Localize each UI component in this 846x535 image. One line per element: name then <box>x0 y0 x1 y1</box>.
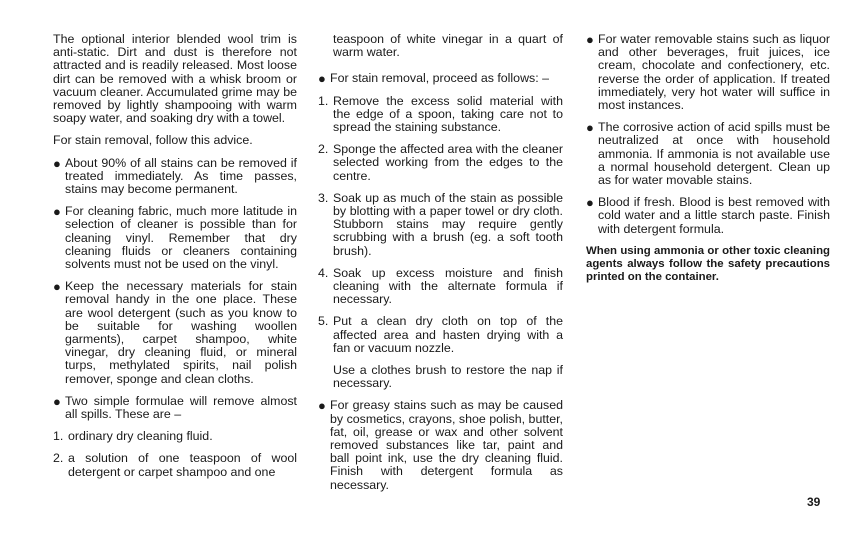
formula-number: 1. <box>53 429 64 444</box>
formula-continued: teaspoon of white vinegar in a quart of warm water. <box>333 32 563 60</box>
list-item <box>586 33 830 112</box>
list-item <box>53 157 297 197</box>
list-item <box>318 399 563 491</box>
bullet-icon: ● <box>318 71 326 87</box>
list-item <box>53 205 297 271</box>
formula-item <box>53 452 297 478</box>
list-item <box>318 72 563 85</box>
bullet-icon: ● <box>53 204 61 220</box>
list-item-text: For water removable stains such as liquor and other beverages, fruit juices, ice cream, chocolate and confectionery, etc. reverse the order of application. If treated immediately, very hot water will suffice in most instances. <box>598 32 830 113</box>
formula-number: 2. <box>53 451 64 466</box>
bullet-icon: ● <box>318 398 326 414</box>
formula-item <box>53 430 297 443</box>
step-item <box>318 95 563 135</box>
bullet-icon: ● <box>53 155 61 171</box>
list-item <box>53 280 297 386</box>
step-text: Put a clean dry cloth on top of the affected area and hasten drying with a fan or vacuum nozzle. <box>333 314 563 355</box>
bullet-icon: ● <box>53 279 61 295</box>
bullet-icon: ● <box>586 120 594 136</box>
brush-note: Use a clothes brush to restore the nap if necessary. <box>333 363 563 391</box>
bullet-icon: ● <box>586 32 594 47</box>
list-item <box>586 121 830 187</box>
list-item <box>53 395 297 421</box>
step-text: Soak up as much of the stain as possible by blotting with a paper towel or dry cloth. Stubborn stains may require gently scrubbing with a brush (eg. a soft tooth brush). <box>333 190 563 258</box>
step-number: 2. <box>318 142 329 157</box>
list-item-text: The corrosive action of acid spills must be neutralized at once with household ammonia. If ammonia is not available use a normal household detergent. Clean up as for water movable stains. <box>598 120 830 188</box>
step-number: 4. <box>318 265 329 280</box>
list-item <box>586 196 830 236</box>
stain-advice-lead: For stain removal, follow this advice. <box>53 133 253 148</box>
column-1 <box>53 33 297 488</box>
bullet-icon: ● <box>586 195 594 211</box>
column-3 <box>586 33 830 284</box>
step-text: Remove the excess solid material with the edge of a spoon, taking care not to spread the staining substance. <box>333 93 563 135</box>
list-item-text: About 90% of all stains can be removed if treated immediately. As time passes, stains may become permanent. <box>65 155 297 197</box>
step-item <box>318 315 563 355</box>
wool-trim-paragraph: The optional interior blended wool trim is anti-static. Dirt and dust is therefore not attracted and is readily released. Most loose dirt can be removed with a whisk broom or vacuum cleaner. Accumulated grime may be removed by lightly shampooing with warm soapy water, and soaking dry with a towel. <box>53 32 297 126</box>
step-item <box>318 192 563 258</box>
step-number: 3. <box>318 190 329 205</box>
step-text: Sponge the affected area with the cleaner selected working from the edges to the centre. <box>333 142 563 183</box>
column-2 <box>318 33 563 501</box>
formula-text: a solution of one teaspoon of wool detergent or carpet shampoo and one <box>68 451 297 479</box>
step-item <box>318 143 563 183</box>
step-item <box>318 267 563 307</box>
page-number: 39 <box>807 495 821 509</box>
step-text: Soak up excess moisture and finish cleaning with the alternate formula if necessary. <box>333 265 563 307</box>
list-item-text: Two simple formulae will remove almost all spills. These are – <box>65 393 297 422</box>
list-item-text: Keep the necessary materials for stain removal handy in the one place. These are wool detergent (such as you know to be suitable for washing woollen garments), carpet shampoo, white vinegar, dry cleaning fluid, or mineral turps, methylated spirits, nail polish remover, sponge and clean cloths. <box>65 279 297 386</box>
list-item-text: Blood if fresh. Blood is best removed with cold water and a little starch paste. Finish with detergent formula. <box>598 195 830 236</box>
safety-warning: When using ammonia or other toxic cleaning agents always follow the safety precautions printed on the container. <box>586 244 830 284</box>
step-number: 5. <box>318 314 329 329</box>
list-item-text: For greasy stains such as may be caused by cosmetics, crayons, shoe polish, butter, fat, oil, grease or wax and other solvent removed substances like tar, paint and ball point ink, use the dry cleaning fluid. Finish with detergent formula as necessary. <box>330 398 563 492</box>
list-item-text: For stain removal, proceed as follows: – <box>330 71 549 86</box>
bullet-icon: ● <box>53 393 61 409</box>
step-number: 1. <box>318 93 329 108</box>
formula-text: ordinary dry cleaning fluid. <box>68 429 213 444</box>
list-item-text: For cleaning fabric, much more latitude in selection of cleaner is possible than for cleaning vinyl. Remember that dry cleaning fluids or cleaners containing solvents must not be used on the vinyl. <box>65 204 297 272</box>
